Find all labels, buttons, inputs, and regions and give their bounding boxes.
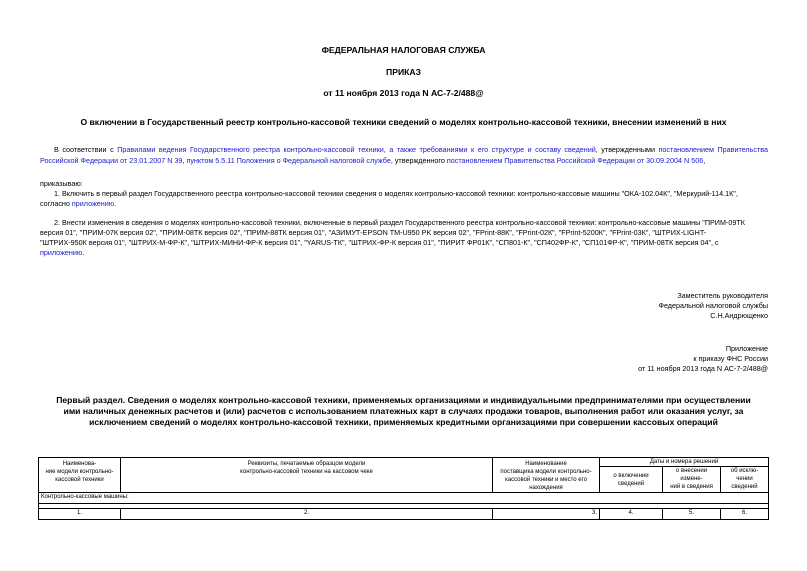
appendix-label: Приложение	[725, 344, 768, 353]
header-text: об исклю-	[730, 468, 759, 474]
item-2-line-2: версия 01", "ПРИМ-07К версия 02", "ПРИМ-08ТК версия 02", "ПРИМ-88ТК версия 01", "АЗИМУТ-EPSON TM-U950 PK версия 02", "FPrint-88К", "FPrint-02К", "FPrint-5200К", "FPrint-03К", "ШТРИХ-LIGHT-	[40, 228, 707, 237]
order-word: приказываю:	[40, 179, 83, 188]
header-text: ний в сведения	[670, 484, 713, 490]
preamble-text: ,	[182, 156, 187, 165]
column-number: 3.	[493, 509, 600, 520]
group-row-cash-machines: Контрольно-кассовые машины:	[39, 493, 769, 504]
header-text: Наименование	[525, 461, 567, 467]
col-header-receipt-details	[121, 458, 493, 493]
link-decree-506[interactable]: постановлением Правительства Российской Федерации от 30.09.2004 N 506	[446, 156, 704, 165]
appendix-order-ref: к приказу ФНС России	[693, 354, 768, 363]
document-date-number: от 11 ноября 2013 года N АС-7-2/488@	[323, 88, 484, 98]
item-2-line-4	[40, 248, 768, 257]
link-appendix-2[interactable]: приложению	[40, 248, 83, 257]
col-header-decisions: Даты и номера решений	[600, 458, 769, 467]
column-number: 6.	[721, 509, 769, 520]
item-1-line-1: 1. Включить в первый раздел Государственного реестра контрольно-кассовой техники сведения о моделях контрольно-кассовой техники: контрольно-кассовые машины "ОКА-102.04К", "Меркурий-114.1К",	[54, 189, 738, 198]
signature-name: С.Н.Андрющенко	[710, 311, 768, 320]
link-registry-rules[interactable]: Правилами ведения Государственного реестра контрольно-кассовой техники, а также требованиями к его структуре и составу сведений	[117, 145, 596, 154]
header-text: поставщика модели контрольно-	[500, 469, 592, 475]
item-2-line-3: "ШТРИХ-950К версия 01", "ШТРИХ-М-ФР-К", "ШТРИХ-МИНИ-ФР-К версия 01", "YARUS-ТК", "ШТРИХ-ФР-К версия 01", "ПИРИТ ФР01К", "СП801-К", "СП402ФР-К", "СП101ФР-К", "ПРИМ-08ТК версия 04", с	[40, 238, 719, 247]
preamble-text: , утвержденного	[390, 156, 447, 165]
preamble-text: ,	[703, 156, 706, 165]
col-header-changes	[663, 467, 721, 493]
section-title-line-2: ими наличных денежных расчетов и (или) расчетов с использованием платежных карт в случаях продажи товаров, выполнения работ или оказания услуг, за	[63, 406, 744, 416]
signature-position-1: Заместитель руководителя	[677, 291, 768, 300]
section-title-line-3: исключением сведений о моделях контрольно-кассовой техники, применяемых кредитными организациями при совершении кассовых операций	[89, 417, 718, 427]
column-number: 5.	[663, 509, 721, 520]
appendix-order-date: от 11 ноября 2013 года N АС-7-2/488@	[638, 364, 768, 373]
header-text: контрольно-кассовой техники на кассовом чеке	[240, 469, 373, 475]
document-title: О включении в Государственный реестр контрольно-кассовой техники сведений о моделях контрольно-кассовой техники, внесении изменений в них	[80, 117, 727, 127]
item-1-text: согласно	[40, 199, 72, 208]
header-text: Наименова-	[62, 461, 97, 467]
preamble-text: , утвержденными	[595, 145, 659, 154]
link-decree-39[interactable]: Российской Федерации от 23.01.2007 N 39	[40, 156, 183, 165]
registry-table	[38, 457, 769, 520]
header-text: ние модели контрольно-	[45, 469, 114, 475]
agency-title: ФЕДЕРАЛЬНАЯ НАЛОГОВАЯ СЛУЖБА	[321, 45, 486, 55]
header-text: о внесении измене-	[675, 468, 708, 482]
preamble-text: В соответствии с	[54, 145, 118, 154]
col-header-inclusion: о включении сведений	[600, 467, 663, 493]
link-fns-regulation[interactable]: пунктом 5.5.11 Положения о Федеральной налоговой службе	[186, 156, 391, 165]
document-type: ПРИКАЗ	[386, 67, 421, 77]
column-number: 1.	[39, 509, 121, 520]
column-number: 2.	[121, 509, 493, 520]
header-text: Реквизиты, печатаемые образцом модели	[247, 461, 366, 467]
preamble-line-2	[40, 156, 768, 165]
link-appendix-1[interactable]: приложению	[71, 199, 115, 208]
col-header-model-name	[39, 458, 121, 493]
column-number: 4.	[600, 509, 663, 520]
col-header-exclusion	[721, 467, 769, 493]
header-text: кассовой техники	[55, 477, 104, 483]
item-1-line-2	[40, 199, 768, 208]
col-header-supplier	[493, 458, 600, 493]
item-2-text: .	[82, 248, 85, 257]
item-2-line-1: 2. Внести изменения в сведения о моделях контрольно-кассовой техники, включенные в первый раздел Государственного реестра контрольно-кассовой техники: контрольно-кассовые машины "ПРИМ-09ТК	[54, 218, 745, 227]
item-1-text: .	[114, 199, 117, 208]
preamble-line-1	[54, 145, 768, 154]
link-government-decree[interactable]: постановлением Правительства	[658, 145, 768, 154]
header-text: чении сведений	[731, 476, 758, 490]
signature-position-2: Федеральной налоговой службы	[658, 301, 768, 310]
column-number-row	[39, 509, 769, 520]
header-text: кассовой техники и место его нахождения	[504, 477, 588, 491]
section-title-line-1: Первый раздел. Сведения о моделях контрольно-кассовой техники, применяемых организациями и индивидуальными предпринимателями при осуществлении	[56, 395, 751, 405]
